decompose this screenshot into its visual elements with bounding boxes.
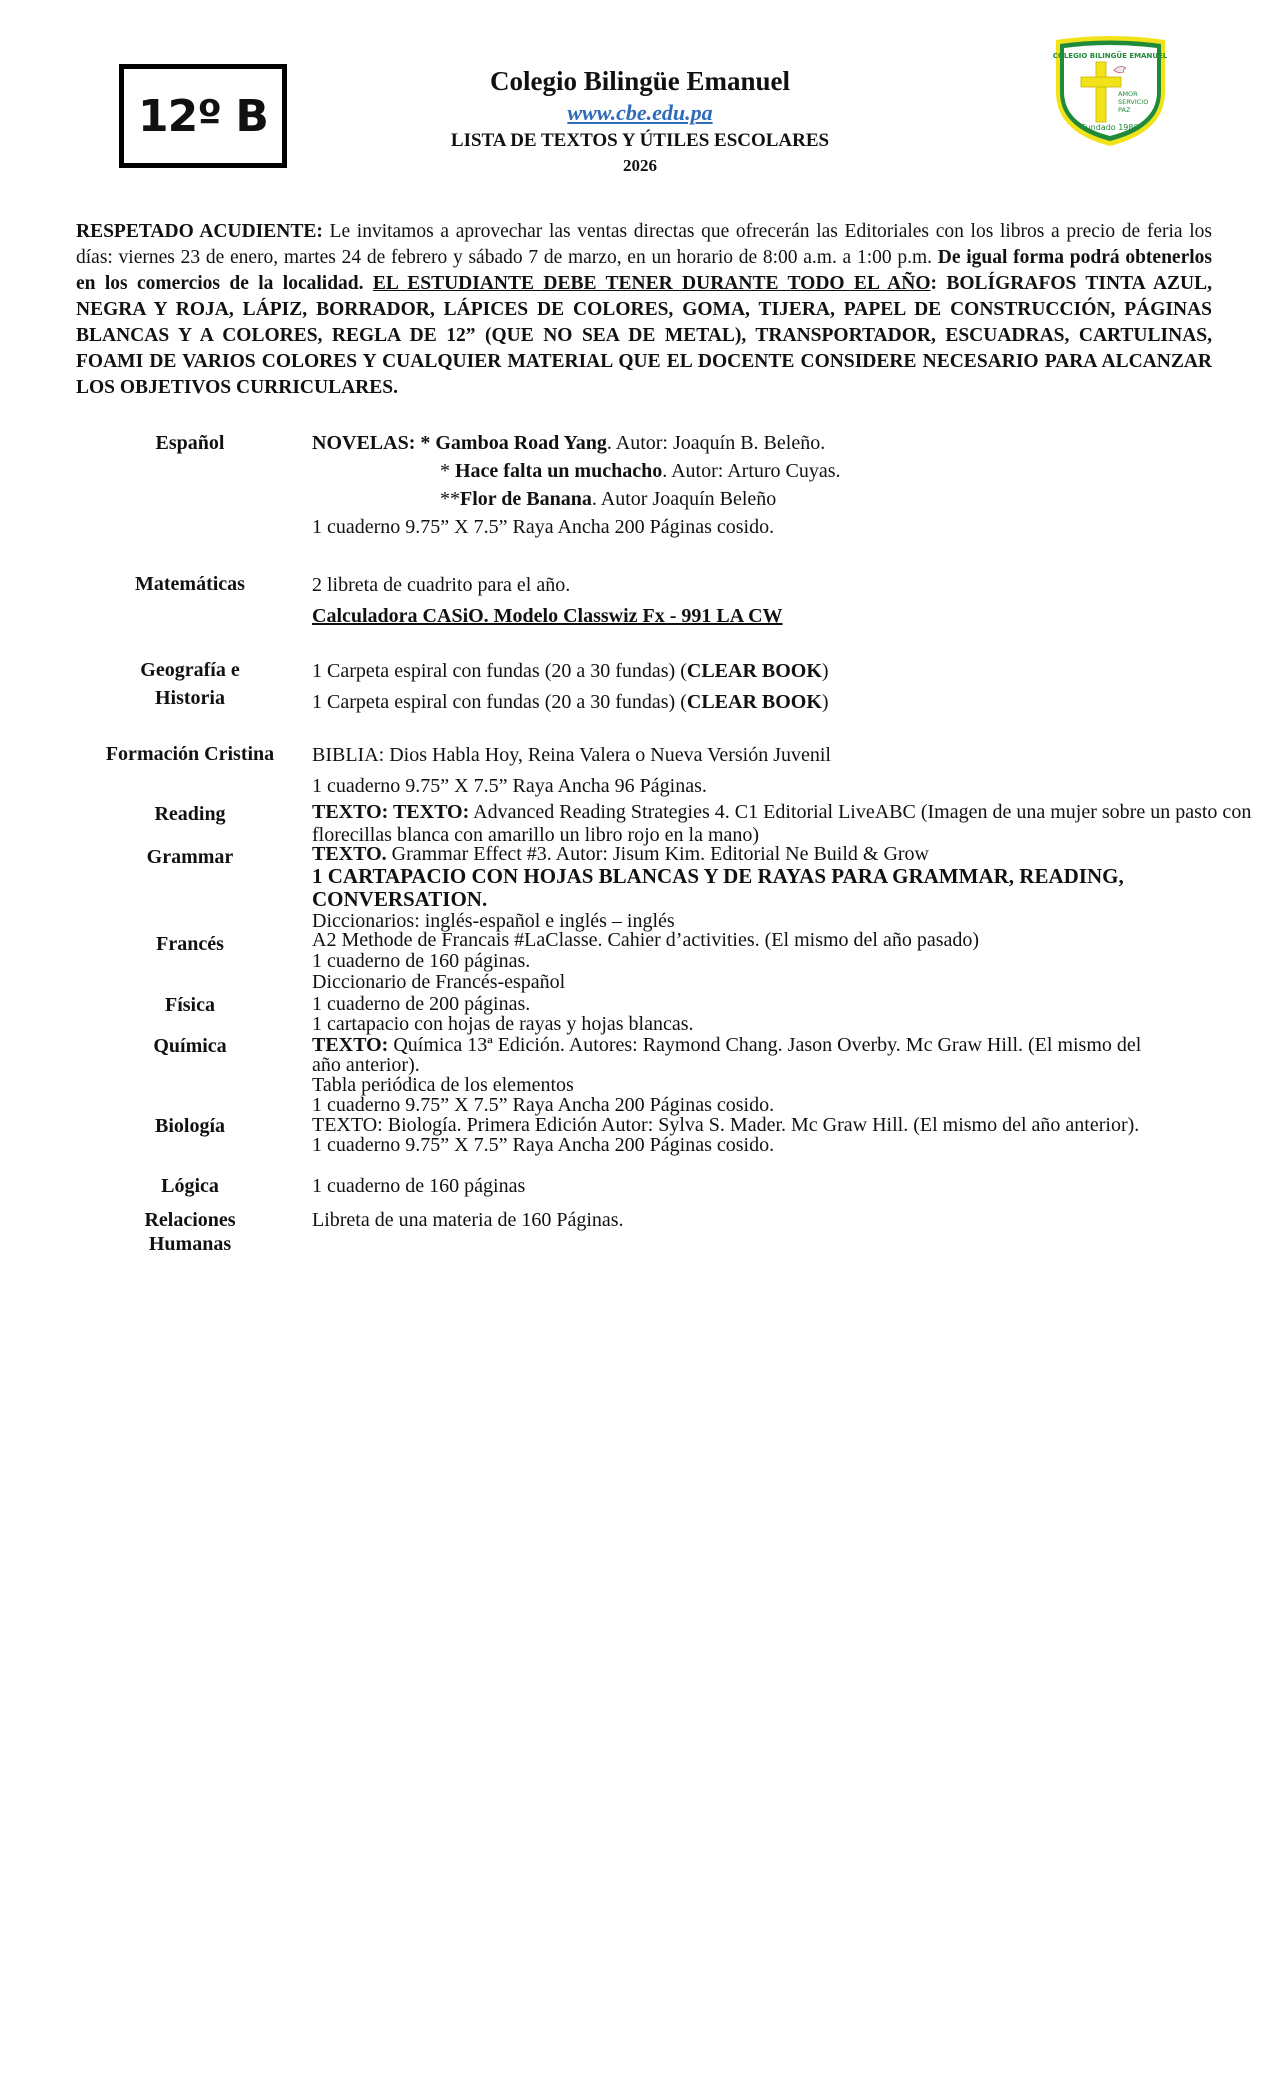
novel-title: Gamboa Road Yang [435,432,607,454]
list-item: Libreta de una materia de 160 Páginas. [312,1209,624,1231]
item-bold: CLEAR BOOK [686,660,822,682]
subject-items [312,1035,1275,1115]
crest-motto-3: PAZ [1118,106,1131,114]
item-label: TEXTO: [312,1034,389,1056]
intro-text: Le invitamos a aprovechar las ventas directas que ofrecerán las Editoriales con los libros a precio de feria los días: viernes 23 de enero, martes 24 de febrero y sábado 7 de marzo, en un horario de 8:00 a.m. a 1:00 p.m. [76,221,1212,268]
website-link[interactable]: www.cbe.edu.pa [567,100,713,125]
novel-author: . Autor: Joaquín B. Beleño. [606,432,826,454]
list-item: TEXTO: Biología. Primera Edición Autor: Sylva S. Mader. Mc Graw Hill. (El mismo del año anterior). [312,1114,1140,1136]
list-item: A2 Methode de Francais #LaClasse. Cahier d’activities. (El mismo del año pasado) [312,929,980,951]
item-label: TEXTO. [312,843,387,865]
subject-items [312,656,1275,718]
crest-founded: Fundado 1986 [1081,123,1139,132]
intro-supplies: : BOLÍGRAFOS TINTA AZUL, NEGRA Y ROJA, LÁPIZ, BORRADOR, LÁPICES DE COLORES, GOMA, TIJERA, PAPEL DE CONSTRUCCIÓN, PÁGINAS BLANCAS Y A COLORES, REGLA DE 12” (QUE NO SEA DE METAL), TRANSPORTADOR, ESCUADRAS, CARTULINAS, FOAMI DE VARIOS COLORES Y CUALQUIER MATERIAL QUE EL DOCENTE CONSIDERE NECESARIO PARA ALCANZAR LOS OBJETIVOS CURRICULARES. [76,273,1212,398]
list-item [312,457,1275,485]
list-item [312,843,1275,865]
subject-name: Español [155,432,225,454]
list-title: LISTA DE TEXTOS Y ÚTILES ESCOLARES [450,130,830,151]
subject-name [60,1208,320,1256]
subject-name: Formación Cristina [105,743,275,765]
list-item [312,687,1275,718]
novel-title: Hace falta un muchacho [455,460,663,482]
subject-items [312,930,1275,993]
subject-items [312,800,1275,847]
list-item [312,429,1275,457]
list-item: 1 cuaderno 9.75” X 7.5” Raya Ancha 96 Páginas. [312,775,707,797]
subject-items [312,1208,1275,1232]
list-item: 1 cuaderno 9.75” X 7.5” Raya Ancha 200 Páginas cosido. [312,1094,775,1116]
intro-paragraph [76,219,1212,401]
subject-name: Francés [156,933,224,955]
list-item: 2 libreta de cuadrito para el año. [312,574,571,596]
subject-items [312,570,1275,630]
bullet: * [440,460,455,482]
grade-box [119,64,287,168]
subject-name: Grammar [146,846,234,868]
intro-bold-text: De igual forma podrá obtenerlos en los comercios de la localidad. [76,247,1212,294]
bullet: * [415,432,436,454]
list-item: 1 cuaderno 9.75” X 7.5” Raya Ancha 200 Páginas cosido. [312,1134,775,1156]
list-item [312,1035,1172,1075]
list-item: 1 cartapacio con hojas de rayas y hojas blancas. [312,1013,694,1035]
school-name: Colegio Bilingüe Emanuel [489,66,791,96]
novel-author: . Autor: Arturo Cuyas. [662,460,841,482]
school-crest-logo [1048,34,1173,149]
subject-items [312,740,1275,800]
list-item [312,485,1275,513]
subject-name: Reading [154,803,226,825]
intro-underlined: EL ESTUDIANTE DEBE TENER DURANTE TODO EL AÑO [372,273,931,294]
list-item: 1 cuaderno de 160 páginas [312,1175,526,1197]
cross-vertical [1096,62,1106,122]
subject-name: Química [153,1035,227,1057]
item-text: ) [821,691,829,713]
subject-items [312,1175,1275,1197]
item-text: Química 13ª Edición. Autores: Raymond Chang. Jason Overby. Mc Graw Hill. (El mismo del año anterior). [312,1034,1142,1076]
list-item [312,800,1275,847]
list-item: 1 CARTAPACIO CON HOJAS BLANCAS Y DE RAYAS PARA GRAMMAR, READING, CONVERSATION. [312,864,1124,911]
cross-horizontal [1081,77,1121,87]
subject-items [312,429,1275,541]
crest-motto-1: AMOR [1118,90,1138,98]
item-text: 1 Carpeta espiral con fundas (20 a 30 fundas) ( [312,660,687,682]
subject-name: Biología [154,1115,225,1137]
subject-name-line: Humanas [148,1233,232,1255]
crest-arc-text: COLEGIO BILINGÜE EMANUEL [1052,52,1168,60]
novel-author: . Autor Joaquín Beleño [591,488,777,510]
list-item: BIBLIA: Dios Habla Hoy, Reina Valera o Nueva Versión Juvenil [312,744,831,766]
item-label: TEXTO: TEXTO: [312,801,470,823]
list-item [312,656,1275,687]
list-item: Calculadora CASiO. Modelo Classwiz Fx - 991 LA CW [312,605,783,627]
subject-items [312,994,1275,1034]
year: 2026 [623,156,657,175]
bullet: ** [440,488,460,510]
novel-title: Flor de Banana [460,488,592,510]
list-item: Diccionario de Francés-español [312,971,566,993]
document-header [380,64,900,179]
subject-name: Lógica [161,1175,219,1197]
crest-motto-2: SERVICIO [1118,98,1149,106]
item-text: 1 Carpeta espiral con fundas (20 a 30 fundas) ( [312,691,687,713]
item-text: Grammar Effect #3. Autor: Jisum Kim. Editorial Ne Build & Grow [386,843,929,865]
list-item: 1 cuaderno de 160 páginas. [312,950,531,972]
subject-items [312,1115,1275,1155]
subject-name-line: Historia [155,687,225,709]
item-text: ) [821,660,829,682]
subject-name-line: Relaciones [144,1209,236,1231]
subject-name: Física [165,994,215,1016]
subject-name: Matemáticas [135,573,245,595]
subject-name [60,656,320,712]
intro-label: RESPETADO ACUDIENTE: [76,221,323,242]
novelas-label: NOVELAS: [312,432,416,454]
subject-items [312,843,1275,931]
list-item: 1 cuaderno de 200 páginas. [312,993,531,1015]
item-bold: CLEAR BOOK [686,691,822,713]
grade-label: 12º B [138,90,268,142]
item-text: Advanced Reading Strategies 4. C1 Editorial LiveABC (Imagen de una mujer sobre un pasto con florecillas blanca con amarillo un libro rojo en la mano) [312,801,1252,846]
subject-name-line: Geografía e [140,659,240,681]
list-item: 1 cuaderno 9.75” X 7.5” Raya Ancha 200 Páginas cosido. [312,516,775,538]
list-item: Tabla periódica de los elementos [312,1074,574,1096]
list-item: Diccionarios: inglés-español e inglés – inglés [312,910,675,932]
